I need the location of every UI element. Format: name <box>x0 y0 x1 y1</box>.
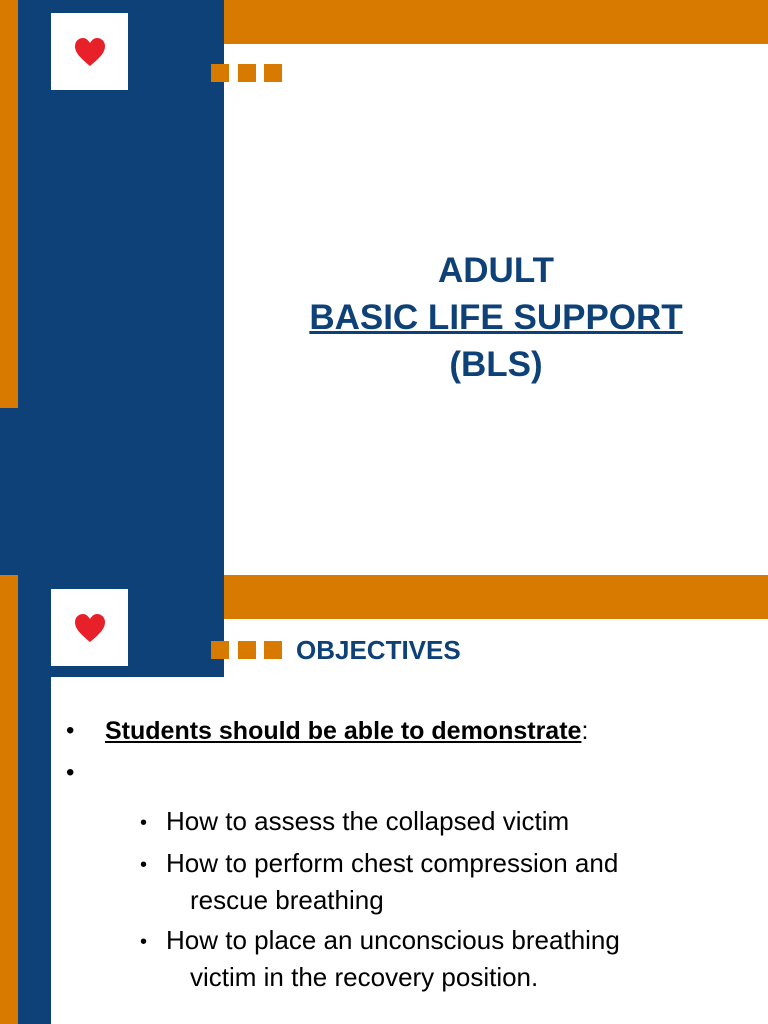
logo-box <box>51 589 128 666</box>
accent-square <box>238 641 256 659</box>
lead-bullet <box>105 717 588 746</box>
left-orange-stripe <box>0 0 18 408</box>
top-orange-band <box>224 575 768 619</box>
sub-bullet-marker: • <box>140 930 148 953</box>
lead-text: Students should be able to demonstrate <box>105 717 582 745</box>
heart-icon <box>74 613 106 643</box>
left-orange-stripe <box>0 575 18 1024</box>
accent-square <box>264 641 282 659</box>
title-line-1: ADULT <box>438 251 554 290</box>
bullet-marker: • <box>66 717 75 744</box>
left-blue-extension <box>0 408 18 575</box>
accent-square <box>264 64 282 82</box>
sub-bullet-marker: • <box>140 811 148 834</box>
sub-bullet-text: How to perform chest compression and <box>166 848 619 878</box>
slide-title <box>224 247 768 388</box>
accent-square <box>211 641 229 659</box>
objectives-slide <box>0 575 768 1024</box>
left-blue-strip <box>18 677 51 1024</box>
sub-bullet-continuation: victim in the recovery position. <box>190 961 539 992</box>
accent-square <box>238 64 256 82</box>
sub-bullet <box>140 804 569 841</box>
objectives-heading: OBJECTIVES <box>296 635 461 665</box>
heart-icon <box>74 37 106 67</box>
sub-bullet-text: How to place an unconscious breathing <box>166 925 620 955</box>
sub-bullet <box>140 846 618 918</box>
sub-bullet-continuation: rescue breathing <box>190 884 384 915</box>
top-orange-band <box>224 0 768 44</box>
sub-bullet-marker: • <box>140 853 148 876</box>
sub-bullet <box>140 923 620 995</box>
title-line-2: BASIC LIFE SUPPORT <box>309 298 683 337</box>
logo-box <box>51 13 128 90</box>
sub-bullet-text: How to assess the collapsed victim <box>166 806 570 836</box>
accent-square <box>211 64 229 82</box>
bullet-marker: • <box>66 759 75 786</box>
lead-suffix: : <box>581 717 589 745</box>
title-line-3: (BLS) <box>449 345 543 384</box>
